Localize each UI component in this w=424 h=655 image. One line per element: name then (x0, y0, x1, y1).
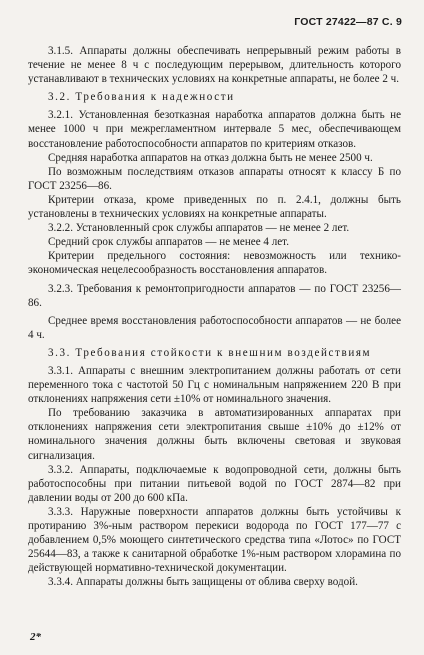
paragraph-3-2-3: 3.2.3. Требования к ремонтопригодности аппаратов — по ГОСТ 23256—86. (28, 282, 401, 309)
paragraph-3-3-3: 3.3.3. Наружные поверхности аппаратов должны быть устойчивы к протиранию 3%-ным раствором перекиси водорода по ГОСТ 177—77 с добавлением 0,5% моющего синтетического средства типа «Лотос» по ГОСТ 25644—83, а также к санитарной обработке 1%-ным раствором хлорамина по действующей нормативно-технической документации. (28, 505, 401, 575)
paragraph-mean-service-life: Средний срок службы аппаратов — не менее 4 лет. (48, 236, 289, 249)
paragraph-3-3-2: 3.3.2. Аппараты, подключаемые к водопроводной сети, должны быть работоспособны при питании питьевой водой по ГОСТ 2874—82 при давлении воды от 200 до 600 кПа. (28, 463, 401, 504)
paragraph-3-3-4: 3.3.4. Аппараты должны быть защищены от облива сверху водой. (48, 576, 358, 589)
paragraph-failure-criteria: Критерии отказа, кроме приведенных по п. 2.4.1, должны быть установлены в технических условиях на конкретные аппараты. (28, 193, 401, 221)
paragraph-mean-time-to-failure: Средняя наработка аппаратов на отказ должна быть не менее 2500 ч. (48, 151, 373, 164)
paragraph-failure-class: По возможным последствиям отказов аппараты относят к классу Б по ГОСТ 23256—86. (28, 165, 401, 192)
paragraph-voltage-signaling: По требованию заказчика в автоматизированных аппаратах при отклонениях напряжения сети электропитания свыше ±10% до ±12% от номинального значения должны быть включены световая и звуковая сигнализация. (28, 407, 401, 462)
paragraph-3-2-2: 3.2.2. Установленный срок службы аппаратов — не менее 2 лет. (48, 222, 350, 235)
paragraph-3-3-1: 3.3.1. Аппараты с внешним электропитанием должны работать от сети переменного тока с частотой 50 Гц с номинальным напряжением 220 В при отклонениях напряжения сети ±10% от номинального значения. (28, 364, 401, 406)
document-body (28, 44, 401, 589)
paragraph-3-1-5: 3.1.5. Аппараты должны обеспечивать непрерывный режим работы в течение не менее 8 ч с последующим перерывом, длительность которого устанавливают в технических условиях на конкретные аппараты, не более 2 ч. (28, 45, 401, 86)
page-header: ГОСТ 27422—87 С. 9 (294, 16, 402, 28)
paragraph-mean-restore-time: Среднее время восстановления работоспособности аппаратов — не более 4 ч. (28, 314, 401, 341)
section-heading-3-3: 3.3. Требования стойкости к внешним воздействиям (48, 346, 372, 359)
page-footer-mark: 2* (30, 631, 41, 643)
paragraph-3-2-1: 3.2.1. Установленная безотказная наработка аппаратов должна быть не менее 1000 ч при межрегламентном интервале 5 мес, обеспечивающем восстановление работоспособности аппаратов по критериям отказов. (28, 109, 401, 150)
paragraph-limit-state-criteria: Критерии предельного состояния: невозможность или технико-экономическая нецелесообразность восстановления аппаратов. (28, 250, 401, 277)
section-heading-3-2: 3.2. Требования к надежности (48, 91, 235, 104)
